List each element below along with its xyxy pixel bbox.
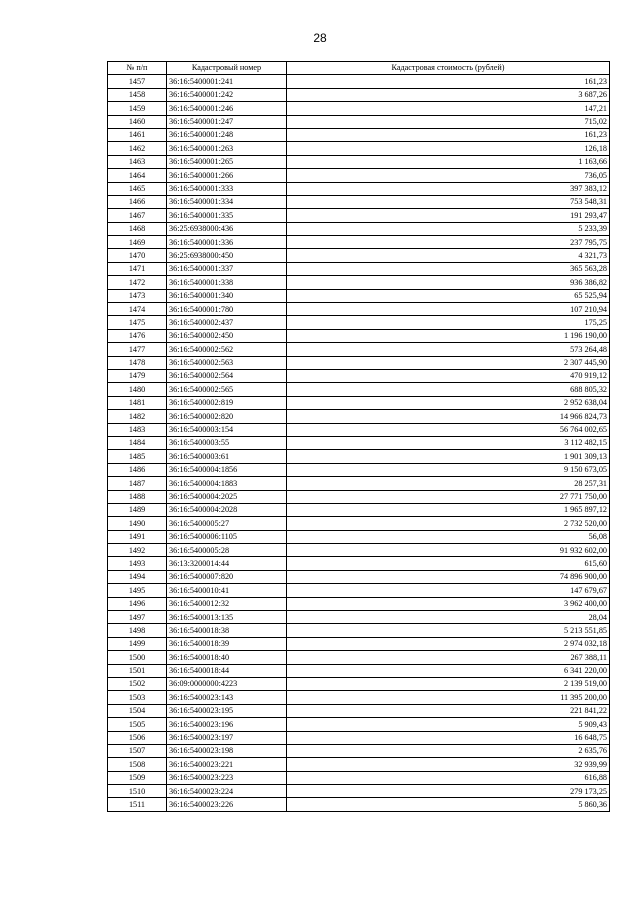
table-row: [108, 798, 610, 811]
cadastral-number-cell: 36:16:5400002:562: [167, 343, 287, 356]
table-row: [108, 329, 610, 342]
row-number-cell: 1493: [108, 557, 167, 570]
row-number-cell: 1506: [108, 731, 167, 744]
cadastral-number-cell: 36:16:5400001:780: [167, 303, 287, 316]
cadastral-value-cell: 65 525,94: [287, 289, 610, 302]
table-row: [108, 195, 610, 208]
table-row: [108, 530, 610, 543]
row-number-cell: 1470: [108, 249, 167, 262]
row-number-cell: 1457: [108, 75, 167, 88]
table-row: [108, 744, 610, 757]
cadastral-value-cell: 107 210,94: [287, 303, 610, 316]
cadastral-value-cell: 2 307 445,90: [287, 356, 610, 369]
table-row: [108, 503, 610, 516]
row-number-cell: 1504: [108, 704, 167, 717]
table-row: [108, 169, 610, 182]
row-number-cell: 1505: [108, 718, 167, 731]
table-row: [108, 651, 610, 664]
cadastral-number-cell: 36:16:5400002:565: [167, 383, 287, 396]
cadastral-value-cell: 28,04: [287, 611, 610, 624]
table-row: [108, 102, 610, 115]
table-row: [108, 396, 610, 409]
cadastral-value-cell: 2 974 032,18: [287, 637, 610, 650]
row-number-cell: 1458: [108, 88, 167, 101]
cadastral-number-cell: 36:25:6938000:450: [167, 249, 287, 262]
cadastral-value-cell: 6 341 220,00: [287, 664, 610, 677]
table-row: [108, 718, 610, 731]
cadastral-number-cell: 36:16:5400001:336: [167, 236, 287, 249]
cadastral-number-cell: 36:16:5400001:265: [167, 155, 287, 168]
cadastral-number-cell: 36:16:5400001:335: [167, 209, 287, 222]
table-row: [108, 343, 610, 356]
cadastral-value-cell: 237 795,75: [287, 236, 610, 249]
row-number-cell: 1474: [108, 303, 167, 316]
table-row: [108, 677, 610, 690]
row-number-cell: 1490: [108, 517, 167, 530]
cadastral-value-table: [107, 61, 610, 812]
table-row: [108, 88, 610, 101]
cadastral-value-cell: 191 293,47: [287, 209, 610, 222]
row-number-cell: 1483: [108, 423, 167, 436]
cadastral-value-cell: 27 771 750,00: [287, 490, 610, 503]
table-row: [108, 611, 610, 624]
row-number-cell: 1503: [108, 691, 167, 704]
cadastral-number-cell: 36:16:5400023:197: [167, 731, 287, 744]
cadastral-value-cell: 126,18: [287, 142, 610, 155]
cadastral-value-cell: 3 112 482,15: [287, 436, 610, 449]
row-number-cell: 1471: [108, 262, 167, 275]
cadastral-value-cell: 147 679,67: [287, 584, 610, 597]
table-row: [108, 115, 610, 128]
cadastral-number-cell: 36:16:5400018:40: [167, 651, 287, 664]
row-number-cell: 1472: [108, 276, 167, 289]
table-row: [108, 410, 610, 423]
table-row: [108, 423, 610, 436]
cadastral-number-cell: 36:16:5400012:32: [167, 597, 287, 610]
table-row: [108, 758, 610, 771]
header-row-number: № п/п: [108, 62, 167, 75]
cadastral-value-cell: 32 939,99: [287, 758, 610, 771]
cadastral-value-cell: 5 860,36: [287, 798, 610, 811]
row-number-cell: 1485: [108, 450, 167, 463]
table-row: [108, 584, 610, 597]
table-header: [108, 62, 610, 75]
cadastral-number-cell: 36:16:5400002:820: [167, 410, 287, 423]
table-row: [108, 637, 610, 650]
cadastral-value-cell: 736,05: [287, 169, 610, 182]
table-row: [108, 236, 610, 249]
cadastral-value-cell: 5 909,43: [287, 718, 610, 731]
cadastral-value-cell: 56 764 002,65: [287, 423, 610, 436]
row-number-cell: 1501: [108, 664, 167, 677]
table-row: [108, 289, 610, 302]
cadastral-value-cell: 573 264,48: [287, 343, 610, 356]
row-number-cell: 1482: [108, 410, 167, 423]
cadastral-value-cell: 2 635,76: [287, 744, 610, 757]
row-number-cell: 1479: [108, 369, 167, 382]
cadastral-number-cell: 36:16:5400004:1856: [167, 463, 287, 476]
table-row: [108, 262, 610, 275]
row-number-cell: 1489: [108, 503, 167, 516]
table-row: [108, 222, 610, 235]
row-number-cell: 1496: [108, 597, 167, 610]
cadastral-value-cell: 615,60: [287, 557, 610, 570]
row-number-cell: 1509: [108, 771, 167, 784]
cadastral-value-cell: 2 732 520,00: [287, 517, 610, 530]
cadastral-value-cell: 175,25: [287, 316, 610, 329]
cadastral-value-cell: 3 687,26: [287, 88, 610, 101]
cadastral-number-cell: 36:16:5400001:333: [167, 182, 287, 195]
cadastral-number-cell: 36:16:5400001:266: [167, 169, 287, 182]
row-number-cell: 1461: [108, 128, 167, 141]
table-row: [108, 570, 610, 583]
table-row: [108, 209, 610, 222]
row-number-cell: 1475: [108, 316, 167, 329]
cadastral-value-cell: 147,21: [287, 102, 610, 115]
cadastral-number-cell: 36:16:5400001:334: [167, 195, 287, 208]
row-number-cell: 1510: [108, 785, 167, 798]
cadastral-value-cell: 470 919,12: [287, 369, 610, 382]
cadastral-value-cell: 2 139 519,00: [287, 677, 610, 690]
row-number-cell: 1498: [108, 624, 167, 637]
cadastral-value-cell: 221 841,22: [287, 704, 610, 717]
row-number-cell: 1497: [108, 611, 167, 624]
table-row: [108, 490, 610, 503]
cadastral-number-cell: 36:16:5400004:2025: [167, 490, 287, 503]
table-row: [108, 477, 610, 490]
row-number-cell: 1494: [108, 570, 167, 583]
table-row: [108, 463, 610, 476]
row-number-cell: 1477: [108, 343, 167, 356]
row-number-cell: 1468: [108, 222, 167, 235]
table-row: [108, 517, 610, 530]
row-number-cell: 1460: [108, 115, 167, 128]
header-cadastral-number: Кадастровый номер: [167, 62, 287, 75]
table-row: [108, 249, 610, 262]
row-number-cell: 1487: [108, 477, 167, 490]
table-row: [108, 303, 610, 316]
row-number-cell: 1484: [108, 436, 167, 449]
table-row: [108, 771, 610, 784]
cadastral-value-cell: 5 213 551,85: [287, 624, 610, 637]
cadastral-value-cell: 5 233,39: [287, 222, 610, 235]
row-number-cell: 1465: [108, 182, 167, 195]
cadastral-number-cell: 36:16:5400023:221: [167, 758, 287, 771]
row-number-cell: 1473: [108, 289, 167, 302]
cadastral-number-cell: 36:25:6938000:436: [167, 222, 287, 235]
row-number-cell: 1463: [108, 155, 167, 168]
table-row: [108, 128, 610, 141]
table-row: [108, 436, 610, 449]
row-number-cell: 1500: [108, 651, 167, 664]
cadastral-number-cell: 36:16:5400023:195: [167, 704, 287, 717]
cadastral-value-cell: 279 173,25: [287, 785, 610, 798]
row-number-cell: 1492: [108, 544, 167, 557]
table-row: [108, 597, 610, 610]
cadastral-number-cell: 36:16:5400023:223: [167, 771, 287, 784]
cadastral-value-cell: 753 548,31: [287, 195, 610, 208]
cadastral-value-cell: 161,23: [287, 75, 610, 88]
cadastral-number-cell: 36:16:5400018:39: [167, 637, 287, 650]
cadastral-number-cell: 36:16:5400002:437: [167, 316, 287, 329]
cadastral-value-cell: 936 386,82: [287, 276, 610, 289]
row-number-cell: 1476: [108, 329, 167, 342]
cadastral-value-cell: 365 563,28: [287, 262, 610, 275]
cadastral-number-cell: 36:16:5400023:196: [167, 718, 287, 731]
cadastral-number-cell: 36:16:5400010:41: [167, 584, 287, 597]
cadastral-number-cell: 36:16:5400005:28: [167, 544, 287, 557]
table-row: [108, 369, 610, 382]
table-body: [108, 75, 610, 811]
cadastral-number-cell: 36:16:5400001:248: [167, 128, 287, 141]
cadastral-number-cell: 36:16:5400004:1883: [167, 477, 287, 490]
header-row: [108, 62, 610, 75]
row-number-cell: 1469: [108, 236, 167, 249]
header-cadastral-value: Кадастровая стоимость (рублей): [287, 62, 610, 75]
cadastral-value-cell: 4 321,73: [287, 249, 610, 262]
cadastral-number-cell: 36:16:5400023:226: [167, 798, 287, 811]
table-row: [108, 182, 610, 195]
cadastral-number-cell: 36:16:5400001:338: [167, 276, 287, 289]
cadastral-number-cell: 36:16:5400003:154: [167, 423, 287, 436]
cadastral-number-cell: 36:16:5400007:820: [167, 570, 287, 583]
cadastral-number-cell: 36:16:5400018:38: [167, 624, 287, 637]
row-number-cell: 1491: [108, 530, 167, 543]
cadastral-value-cell: 3 962 400,00: [287, 597, 610, 610]
table-row: [108, 450, 610, 463]
cadastral-value-cell: 688 805,32: [287, 383, 610, 396]
cadastral-number-cell: 36:16:5400001:242: [167, 88, 287, 101]
table-row: [108, 75, 610, 88]
row-number-cell: 1508: [108, 758, 167, 771]
table-row: [108, 557, 610, 570]
cadastral-number-cell: 36:16:5400001:247: [167, 115, 287, 128]
cadastral-number-cell: 36:16:5400003:55: [167, 436, 287, 449]
cadastral-value-cell: 28 257,31: [287, 477, 610, 490]
cadastral-value-cell: 1 965 897,12: [287, 503, 610, 516]
table-row: [108, 316, 610, 329]
table-row: [108, 785, 610, 798]
row-number-cell: 1462: [108, 142, 167, 155]
row-number-cell: 1488: [108, 490, 167, 503]
cadastral-value-cell: 2 952 638,04: [287, 396, 610, 409]
table-row: [108, 356, 610, 369]
row-number-cell: 1495: [108, 584, 167, 597]
cadastral-number-cell: 36:16:5400002:563: [167, 356, 287, 369]
cadastral-number-cell: 36:16:5400001:337: [167, 262, 287, 275]
cadastral-number-cell: 36:16:5400002:450: [167, 329, 287, 342]
table-row: [108, 691, 610, 704]
table-row: [108, 704, 610, 717]
cadastral-value-cell: 616,88: [287, 771, 610, 784]
row-number-cell: 1459: [108, 102, 167, 115]
cadastral-number-cell: 36:16:5400023:198: [167, 744, 287, 757]
cadastral-value-cell: 56,08: [287, 530, 610, 543]
row-number-cell: 1499: [108, 637, 167, 650]
row-number-cell: 1481: [108, 396, 167, 409]
cadastral-number-cell: 36:16:5400013:135: [167, 611, 287, 624]
cadastral-number-cell: 36:16:5400003:61: [167, 450, 287, 463]
table-row: [108, 276, 610, 289]
cadastral-value-cell: 1 163,66: [287, 155, 610, 168]
cadastral-number-cell: 36:09:0000000:4223: [167, 677, 287, 690]
row-number-cell: 1480: [108, 383, 167, 396]
cadastral-value-cell: 1 901 309,13: [287, 450, 610, 463]
row-number-cell: 1466: [108, 195, 167, 208]
cadastral-value-cell: 11 395 200,00: [287, 691, 610, 704]
cadastral-number-cell: 36:16:5400018:44: [167, 664, 287, 677]
row-number-cell: 1511: [108, 798, 167, 811]
cadastral-number-cell: 36:16:5400023:224: [167, 785, 287, 798]
cadastral-number-cell: 36:16:5400001:340: [167, 289, 287, 302]
cadastral-value-cell: 74 896 900,00: [287, 570, 610, 583]
row-number-cell: 1464: [108, 169, 167, 182]
page-number: 28: [313, 31, 327, 45]
cadastral-value-cell: 161,23: [287, 128, 610, 141]
cadastral-value-cell: 1 196 190,00: [287, 329, 610, 342]
cadastral-number-cell: 36:16:5400002:564: [167, 369, 287, 382]
cadastral-number-cell: 36:16:5400023:143: [167, 691, 287, 704]
table-row: [108, 544, 610, 557]
cadastral-value-cell: 16 648,75: [287, 731, 610, 744]
row-number-cell: 1467: [108, 209, 167, 222]
cadastral-number-cell: 36:16:5400001:263: [167, 142, 287, 155]
cadastral-number-cell: 36:16:5400004:2028: [167, 503, 287, 516]
table-row: [108, 142, 610, 155]
cadastral-value-cell: 9 150 673,05: [287, 463, 610, 476]
table-row: [108, 664, 610, 677]
row-number-cell: 1478: [108, 356, 167, 369]
table-row: [108, 155, 610, 168]
cadastral-number-cell: 36:16:5400001:246: [167, 102, 287, 115]
cadastral-number-cell: 36:16:5400006:1105: [167, 530, 287, 543]
cadastral-value-cell: 91 932 602,00: [287, 544, 610, 557]
row-number-cell: 1502: [108, 677, 167, 690]
row-number-cell: 1507: [108, 744, 167, 757]
cadastral-value-cell: 397 383,12: [287, 182, 610, 195]
cadastral-number-cell: 36:16:5400001:241: [167, 75, 287, 88]
cadastral-number-cell: 36:13:3200014:44: [167, 557, 287, 570]
table-row: [108, 731, 610, 744]
cadastral-value-cell: 14 966 824,73: [287, 410, 610, 423]
table-row: [108, 383, 610, 396]
cadastral-number-cell: 36:16:5400005:27: [167, 517, 287, 530]
cadastral-value-cell: 715,02: [287, 115, 610, 128]
cadastral-value-cell: 267 388,11: [287, 651, 610, 664]
table-row: [108, 624, 610, 637]
row-number-cell: 1486: [108, 463, 167, 476]
cadastral-number-cell: 36:16:5400002:819: [167, 396, 287, 409]
